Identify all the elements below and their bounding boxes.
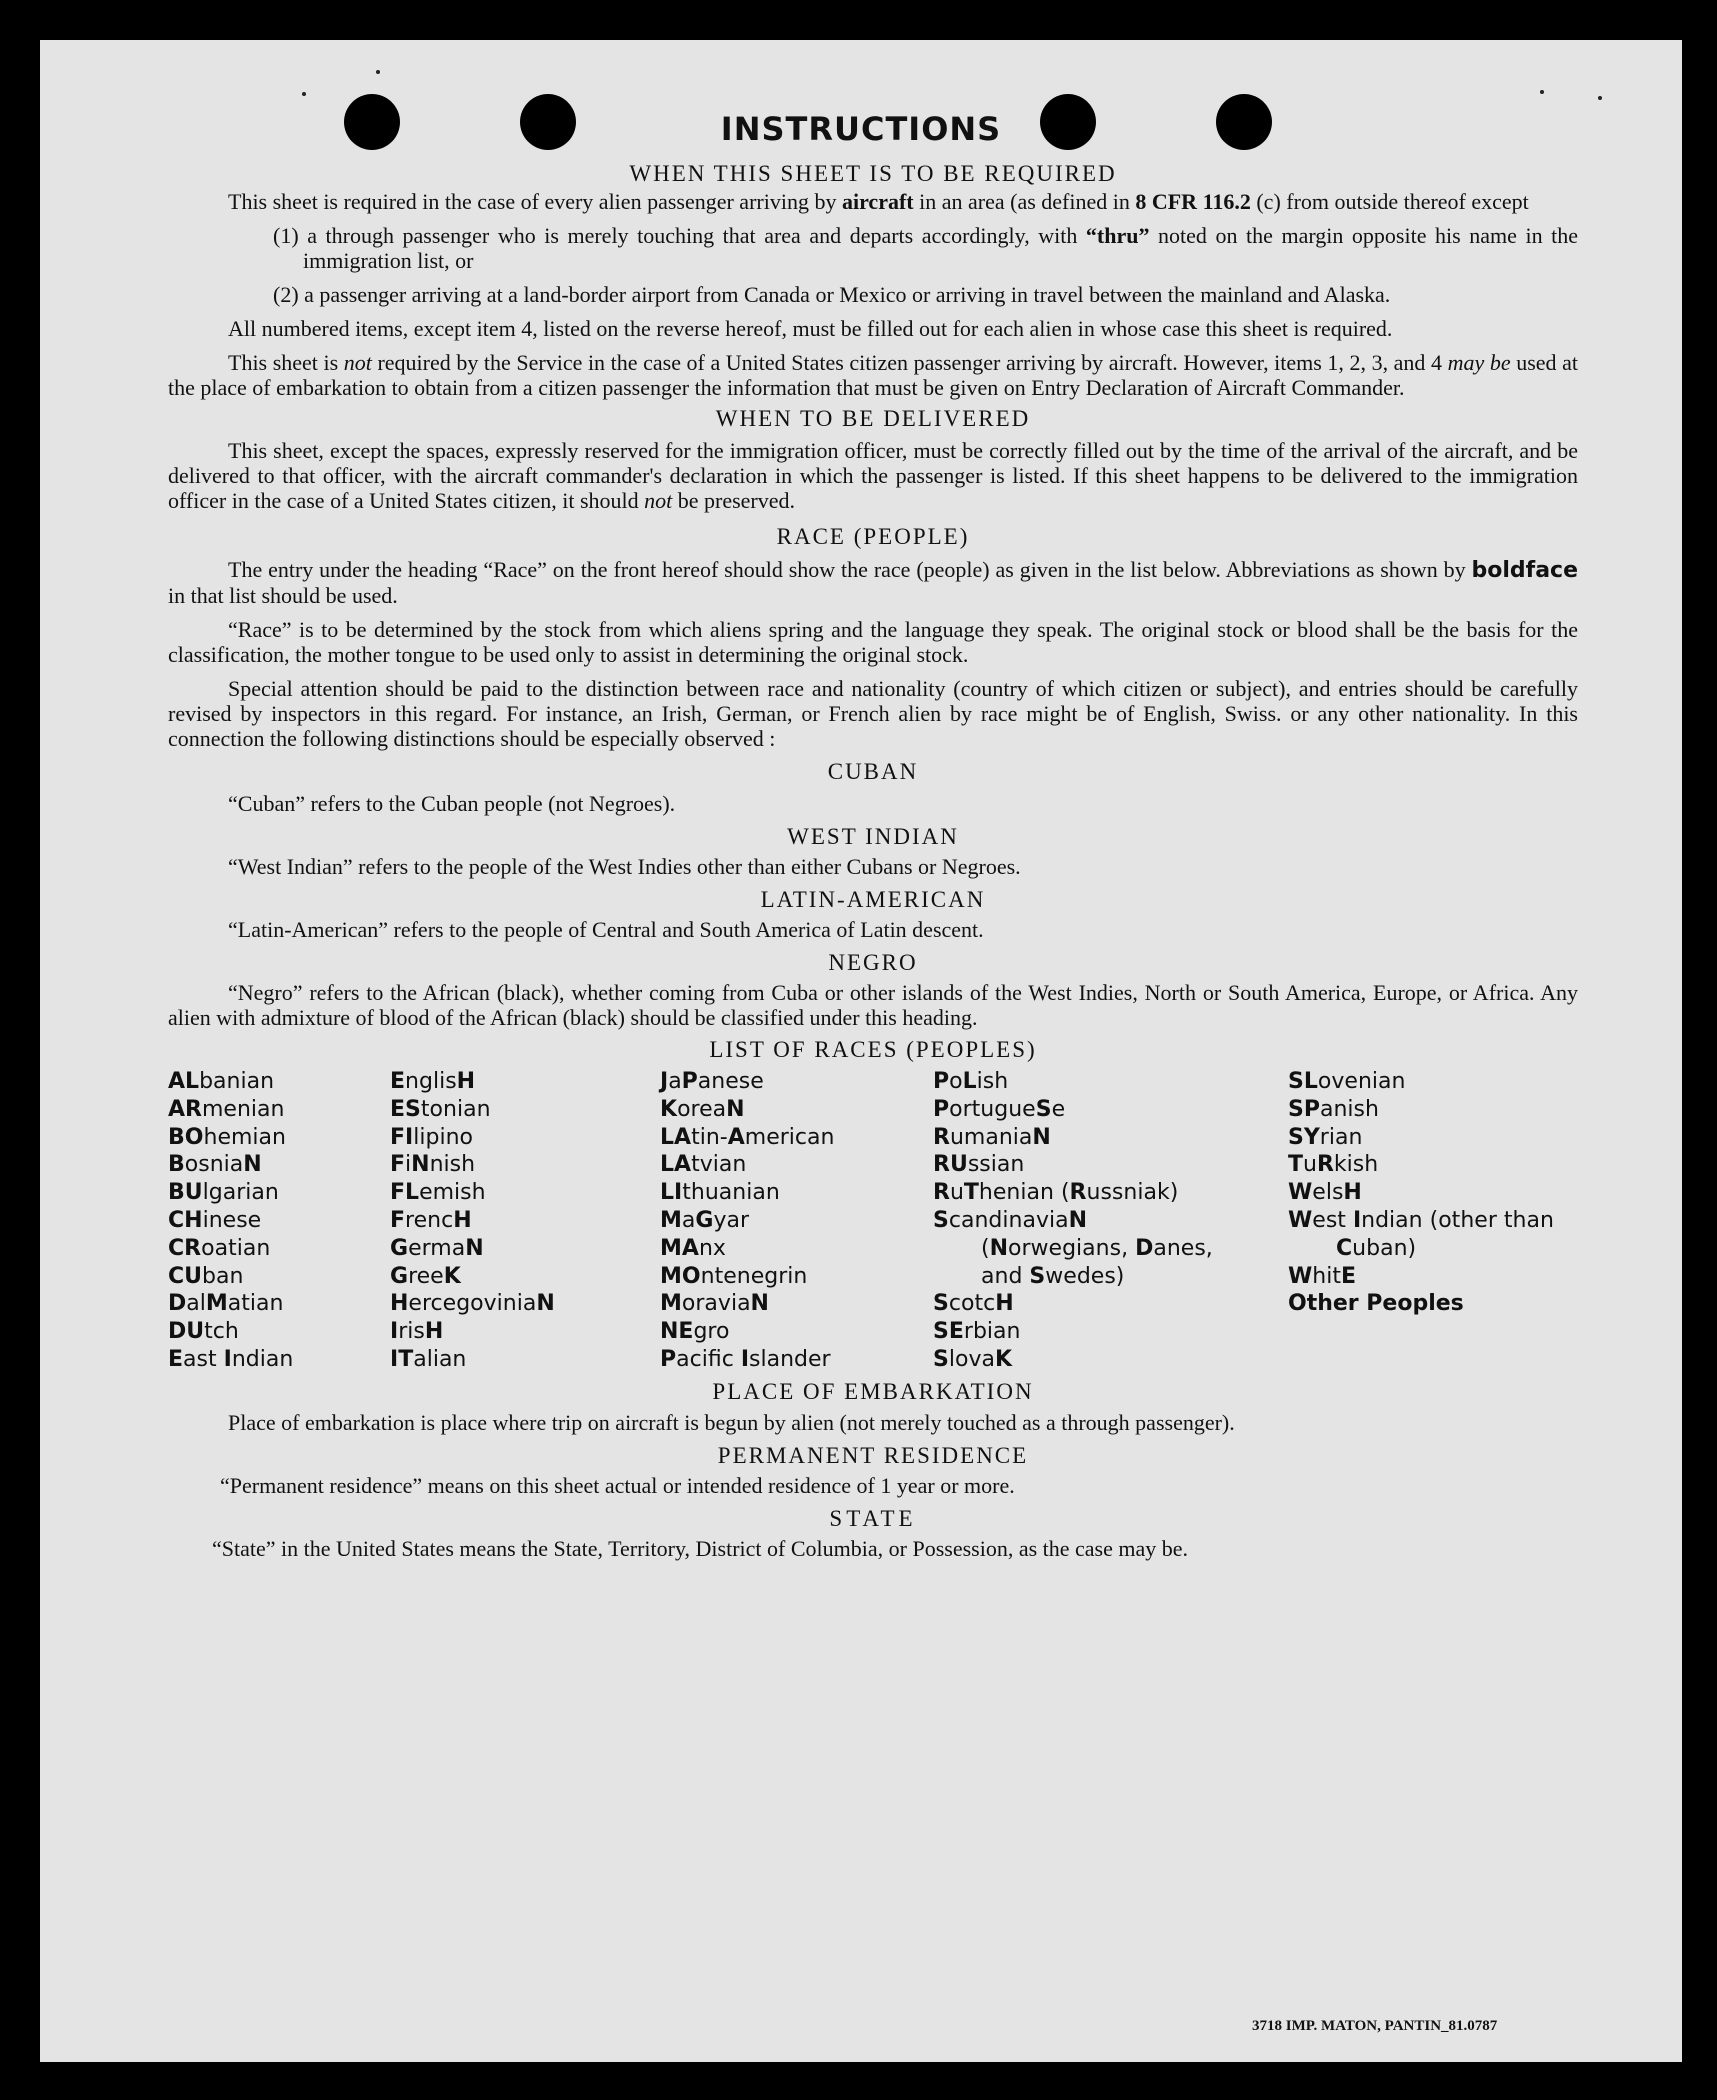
race-entry: CRoatian: [168, 1235, 271, 1261]
race-entry: BosniaN: [168, 1152, 262, 1178]
race-entry: LIthuanian: [660, 1180, 780, 1206]
race-entry: SErbian: [933, 1319, 1021, 1345]
paragraph: This sheet is not required by the Service in the case of a United States citizen passenger arriving by aircraft. However, items 1, 2, 3, and 4 may be used at the place of embarkation to obtain from a citizen passenger the information that must be given on Entry Declaration of Aircraft Commander.: [168, 350, 1578, 400]
race-entry: LAtin-American: [660, 1124, 835, 1150]
race-entry: RUssian: [933, 1152, 1025, 1178]
document-sheet: [40, 40, 1682, 2062]
section-heading: PLACE OF EMBARKATION: [712, 1379, 1034, 1404]
race-entry: FIlipino: [390, 1124, 473, 1150]
race-entry: ScotcH: [933, 1291, 1014, 1317]
list-item: (1) a through passenger who is merely touching that area and departs accordingly, with “thru” noted on the margin opposite his name in the immigration list, or: [273, 223, 1578, 273]
speck: [1540, 90, 1544, 94]
race-entry: East Indian: [168, 1346, 294, 1372]
race-entry: DalMatian: [168, 1291, 284, 1317]
section-heading: WHEN THIS SHEET IS TO BE REQUIRED: [629, 161, 1117, 186]
race-entry: JaPanese: [660, 1069, 764, 1094]
race-entry: GermaN: [390, 1235, 484, 1261]
race-entry: HercegoviniaN: [390, 1291, 555, 1317]
paragraph: “West Indian” refers to the people of the West Indies other than either Cubans or Negroes.: [228, 854, 1021, 879]
races-column: [933, 1068, 1233, 1374]
section-heading: CUBAN: [827, 759, 919, 784]
paragraph: “Cuban” refers to the Cuban people (not Negroes).: [228, 791, 676, 816]
race-entry: FiNnish: [390, 1152, 476, 1178]
section-heading: RACE (PEOPLE): [776, 524, 970, 549]
race-entry: BUlgarian: [168, 1180, 279, 1206]
printer-imprint: 3718 IMP. MATON, PANTIN_81.0787: [1252, 2018, 1498, 2034]
race-entry: RuThenian (Russniak): [933, 1180, 1179, 1206]
race-entry: WhitE: [1288, 1263, 1357, 1289]
race-entry: ALbanian: [168, 1069, 275, 1094]
paragraph: This sheet, except the spaces, expressly reserved for the immigration officer, must be correctly filled out by the time of the arrival of the aircraft, and be delivered to that officer, with the aircraft commander's declaration in which the passenger is listed. If this sheet happens to be delivered to the immigration officer in the case of a United States citizen, it should not be preserved.: [168, 438, 1578, 513]
races-list: [168, 1068, 1578, 1374]
race-entry: Other Peoples: [1288, 1291, 1464, 1317]
race-entry: PoLish: [933, 1069, 1009, 1094]
race-entry: SLovenian: [1288, 1069, 1406, 1094]
race-entry: West Indian (other than Cuban): [1288, 1207, 1554, 1261]
race-entry: EnglisH: [390, 1069, 476, 1094]
paragraph: This sheet is required in the case of every alien passenger arriving by aircraft in an area (as defined in 8 CFR 116.2 (c) from outside thereof except: [228, 189, 1529, 214]
races-column: [660, 1068, 920, 1374]
race-entry: ITalian: [390, 1346, 467, 1372]
section-heading: LIST OF RACES (PEOPLES): [709, 1037, 1037, 1062]
race-entry: Pacifc Islander: [660, 1346, 831, 1372]
race-entry: NEgro: [660, 1319, 730, 1345]
paragraph: “Negro” refers to the African (black), whether coming from Cuba or other islands of the West Indies, North or South America, Europe, or Africa. Any alien with admixture of blood of the African (black) should be classified under this heading.: [168, 980, 1578, 1030]
instructions-body: [168, 158, 1578, 1561]
section-heading: LATIN-AMERICAN: [760, 887, 986, 912]
paragraph: All numbered items, except item 4, listed on the reverse hereof, must be filled out for each alien in whose case this sheet is required.: [228, 316, 1393, 341]
race-entry: MAnx: [660, 1235, 726, 1261]
race-entry: FLemish: [390, 1180, 486, 1206]
section-heading: WEST INDIAN: [787, 824, 959, 849]
section-heading: WHEN TO BE DELIVERED: [715, 406, 1031, 431]
speck: [1598, 96, 1602, 100]
race-entry: RumaniaN: [933, 1124, 1051, 1150]
speck: [302, 92, 306, 96]
paragraph: Special attention should be paid to the distinction between race and nationality (country of which citizen or subject), and entries should be carefully revised by inspectors in this regard. For instance, an Irish, German, or French alien by race might be of English, Swiss. or any other nationality. In this connection the following distinctions should be especially observed :: [168, 676, 1578, 751]
race-entry: EStonian: [390, 1096, 491, 1122]
section-heading: STATE: [829, 1506, 917, 1531]
race-entry: CHinese: [168, 1207, 262, 1233]
race-entry: TuRkish: [1288, 1152, 1379, 1178]
race-entry: BOhemian: [168, 1124, 286, 1150]
race-entry: SPanish: [1288, 1096, 1379, 1122]
race-entry: ARmenian: [168, 1096, 285, 1122]
race-entry: WelsH: [1288, 1180, 1362, 1206]
paragraph: “Race” is to be determined by the stock from which aliens spring and the language they speak. The original stock or blood shall be the basis for the classification, the mother tongue to be used only to assist in determining the original stock.: [168, 617, 1578, 667]
list-item: (2) a passenger arriving at a land-border airport from Canada or Mexico or arriving in travel between the mainland and Alaska.: [273, 282, 1391, 307]
paragraph: “Permanent residence” means on this sheet actual or intended residence of 1 year or more.: [220, 1473, 1015, 1498]
race-entry: DUtch: [168, 1319, 239, 1345]
race-entry: MOntenegrin: [660, 1263, 808, 1289]
paragraph: “Latin-American” refers to the people of Central and South America of Latin descent.: [228, 917, 984, 942]
race-entry: FrencH: [390, 1207, 472, 1233]
race-entry: SlovaK: [933, 1346, 1013, 1372]
section-heading: NEGRO: [828, 950, 918, 975]
race-entry: KoreaN: [660, 1096, 745, 1122]
races-column: [168, 1068, 388, 1374]
race-entry: SYrian: [1288, 1124, 1363, 1150]
races-column: [390, 1068, 650, 1374]
race-entry: ScandinaviaN (Norwegians, Danes, and Swedes): [933, 1207, 1213, 1289]
race-entry: CUban: [168, 1263, 244, 1289]
section-heading: PERMANENT RESIDENCE: [717, 1443, 1029, 1468]
race-entry: PortugueSe: [933, 1096, 1066, 1122]
race-entry: IrisH: [390, 1319, 444, 1345]
race-entry: GreeK: [390, 1263, 461, 1289]
race-entry: MoraviaN: [660, 1291, 769, 1317]
paragraph: The entry under the heading “Race” on the front hereof should show the race (people) as given in the list below. Abbreviations as shown by boldface in that list should be used.: [168, 557, 1578, 608]
races-column: [1288, 1068, 1578, 1318]
race-entry: MaGyar: [660, 1207, 750, 1233]
page-title: INSTRUCTIONS: [720, 110, 1002, 148]
speck: [376, 70, 380, 74]
paragraph: “State” in the United States means the State, Territory, District of Columbia, or Possession, as the case may be.: [212, 1536, 1189, 1561]
race-entry: LAtvian: [660, 1152, 747, 1178]
paragraph: Place of embarkation is place where trip on aircraft is begun by alien (not merely touched as a through passenger).: [228, 1410, 1235, 1435]
